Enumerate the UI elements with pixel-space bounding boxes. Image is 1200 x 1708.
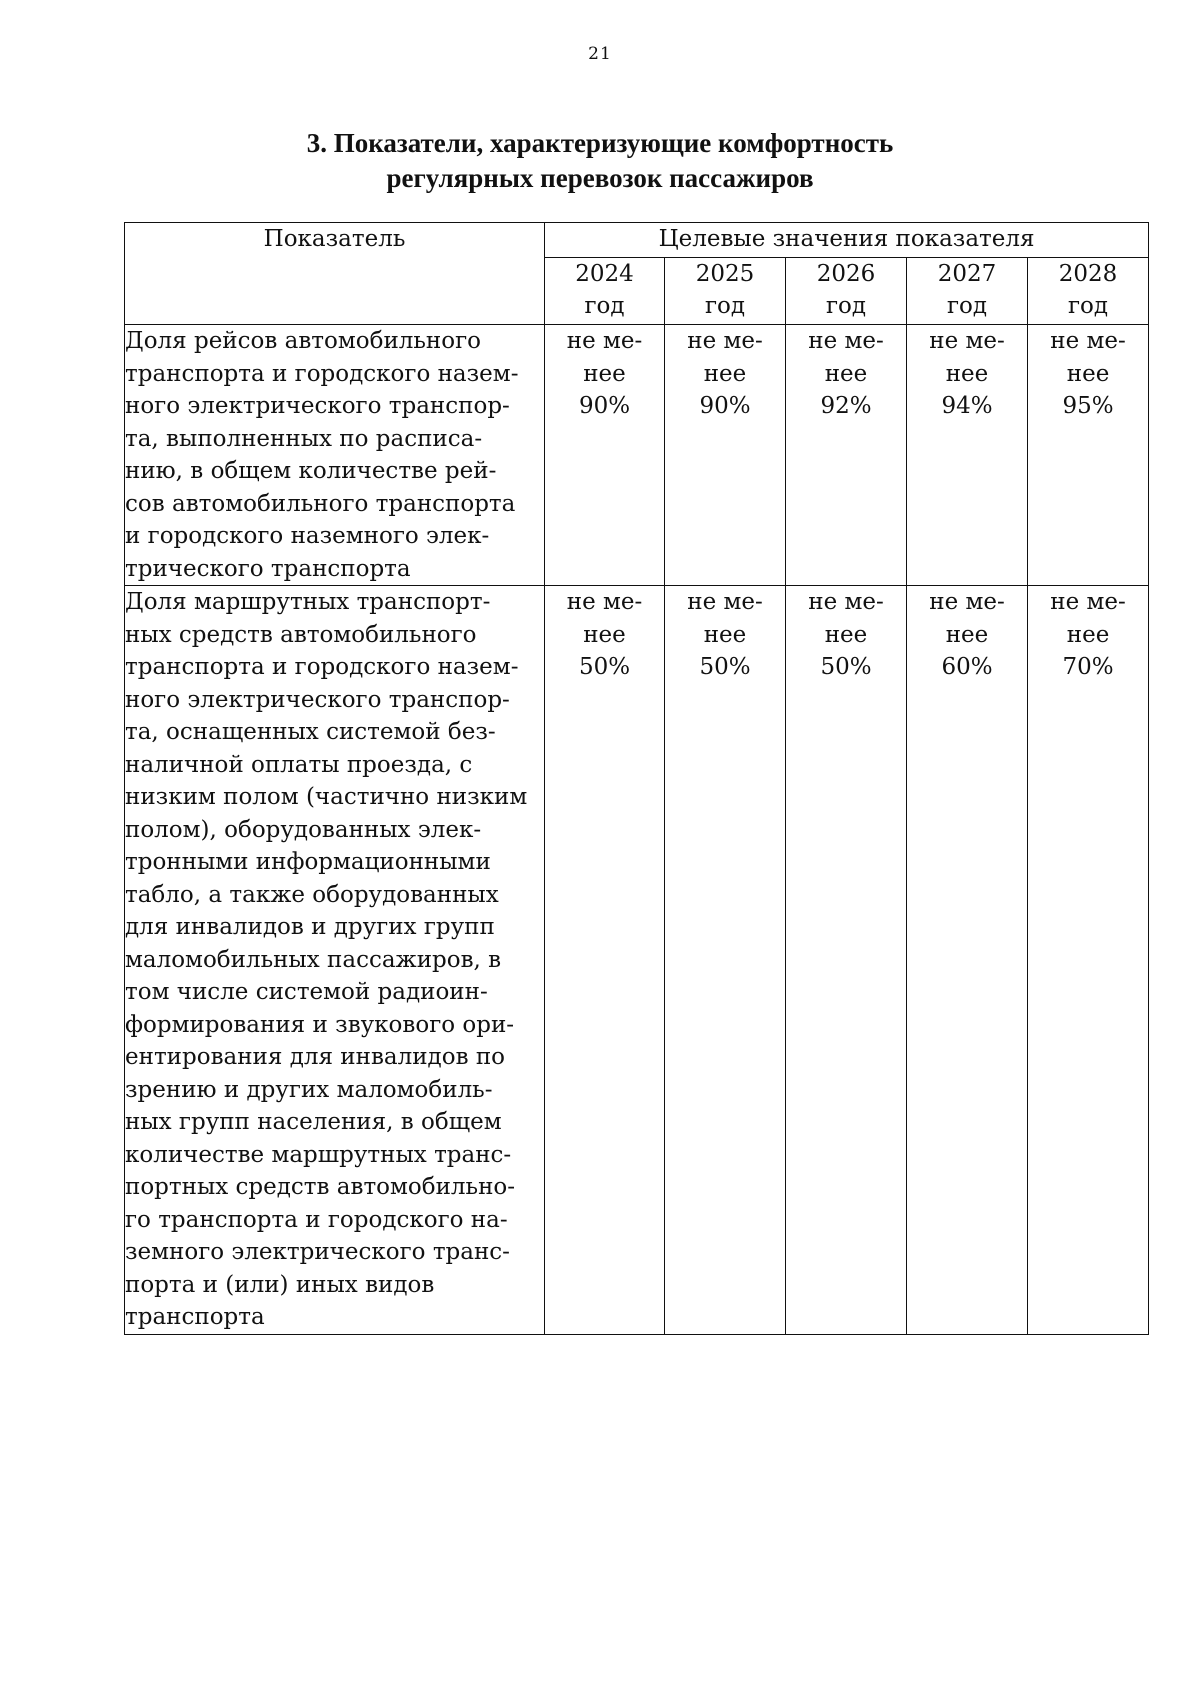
- header-indicator: Показатель: [125, 223, 545, 325]
- header-year-2026: [786, 258, 907, 325]
- indicator-cell: [125, 325, 545, 586]
- value-percent: 60%: [941, 654, 993, 680]
- value-line: не ме-: [566, 328, 643, 354]
- value-line: нее: [583, 360, 626, 387]
- indicator-line: нию, в общем количестве рей-: [125, 458, 497, 484]
- indicator-line: ных групп населения, в общем: [125, 1109, 502, 1135]
- value-percent: 94%: [941, 393, 993, 419]
- indicator-line: табло, а также оборудованных: [125, 881, 499, 908]
- value-line: нее: [1066, 621, 1110, 648]
- value-line: нее: [1066, 360, 1110, 387]
- section-title: [0, 126, 1200, 196]
- value-cell-2026: [786, 325, 907, 586]
- value-percent: 50%: [699, 654, 751, 680]
- year-unit: год: [704, 293, 746, 319]
- value-cell-2028: [1028, 586, 1149, 1335]
- indicator-line: трического транспорта: [125, 555, 411, 582]
- indicator-line: маломобильных пассажиров, в: [125, 946, 502, 973]
- section-title-line-2: регулярных перевозок пассажиров: [386, 163, 814, 193]
- indicator-line: ного электрического транспор-: [125, 686, 510, 713]
- header-year-2027: [907, 258, 1028, 325]
- year-unit: год: [946, 293, 988, 319]
- year-number: 2027: [937, 261, 997, 287]
- year-number: 2024: [575, 261, 634, 287]
- value-line: не ме-: [687, 589, 763, 615]
- year-number: 2025: [695, 261, 755, 287]
- value-cell-2027: [907, 586, 1028, 1335]
- indicator-cell: [125, 586, 545, 1335]
- indicator-line: полом), оборудованных элек-: [125, 816, 482, 843]
- indicator-line: ных средств автомобильного: [125, 621, 477, 648]
- header-year-2025: [665, 258, 786, 325]
- page-number: 21: [588, 44, 612, 64]
- value-percent: 50%: [578, 654, 631, 680]
- indicator-line: транспорта и городского назем-: [125, 654, 519, 680]
- indicator-line: та, оснащенных системой без-: [125, 719, 496, 745]
- value-line: нее: [824, 360, 868, 387]
- value-cell-2028: [1028, 325, 1149, 586]
- value-line: не ме-: [808, 589, 884, 615]
- indicator-line: транспорта: [125, 1304, 265, 1330]
- value-line: не ме-: [1050, 589, 1126, 615]
- indicator-line: формирования и звукового ори-: [125, 1011, 515, 1038]
- value-line: не ме-: [808, 328, 884, 354]
- indicator-line: транспорта и городского назем-: [125, 360, 519, 387]
- year-unit: год: [584, 293, 625, 319]
- value-line: не ме-: [687, 328, 763, 354]
- indicator-line: том числе системой радиоин-: [125, 979, 488, 1005]
- indicator-line: портных средств автомобильно-: [125, 1174, 516, 1200]
- value-line: не ме-: [1050, 328, 1126, 354]
- indicator-line: земного электрического транс-: [125, 1239, 510, 1265]
- indicator-line: количестве маршрутных транс-: [125, 1141, 512, 1168]
- value-cell-2027: [907, 325, 1028, 586]
- indicator-line: ентирования для инвалидов по: [125, 1044, 506, 1070]
- value-percent: 90%: [578, 393, 631, 419]
- value-percent: 90%: [699, 393, 751, 419]
- value-cell-2025: [665, 325, 786, 586]
- value-line: не ме-: [929, 328, 1005, 354]
- indicator-line: низким полом (частично низким: [125, 784, 528, 810]
- value-percent: 50%: [820, 654, 872, 680]
- year-number: 2026: [816, 261, 876, 287]
- value-percent: 92%: [820, 393, 872, 419]
- indicator-line: та, выполненных по расписа-: [125, 425, 483, 452]
- table-row: [125, 586, 1149, 1335]
- value-cell-2025: [665, 586, 786, 1335]
- indicator-line: ного электрического транспор-: [125, 393, 510, 419]
- indicator-line: для инвалидов и других групп: [125, 914, 495, 940]
- indicator-line: Доля маршрутных транспорт-: [125, 589, 491, 615]
- indicator-line: зрению и других маломобиль-: [125, 1076, 493, 1103]
- value-line: нее: [945, 621, 989, 648]
- value-line: нее: [824, 621, 868, 648]
- header-year-2024: [545, 258, 665, 325]
- value-line: нее: [583, 621, 626, 648]
- value-percent: 95%: [1062, 393, 1114, 419]
- header-target-values: Целевые значения показателя: [545, 223, 1149, 258]
- value-cell-2024: [545, 325, 665, 586]
- value-line: нее: [703, 621, 747, 648]
- year-number: 2028: [1058, 261, 1118, 287]
- table-row: [125, 325, 1149, 586]
- indicator-line: сов автомобильного транспорта: [125, 490, 516, 517]
- indicator-line: тронными информационными: [125, 849, 491, 875]
- value-line: нее: [945, 360, 989, 387]
- value-cell-2026: [786, 586, 907, 1335]
- indicator-line: го транспорта и городского на-: [125, 1206, 508, 1233]
- value-line: не ме-: [929, 589, 1005, 615]
- indicator-line: порта и (или) иных видов: [125, 1271, 435, 1298]
- value-cell-2024: [545, 586, 665, 1335]
- year-unit: год: [825, 293, 867, 319]
- indicator-line: и городского наземного элек-: [125, 523, 490, 549]
- header-year-2028: [1028, 258, 1149, 325]
- value-line: нее: [703, 360, 747, 387]
- indicator-line: Доля рейсов автомобильного: [125, 328, 481, 354]
- header-row-1: [125, 223, 1149, 258]
- year-unit: год: [1068, 293, 1109, 319]
- indicator-line: наличной оплаты проезда, с: [125, 751, 473, 778]
- value-percent: 70%: [1062, 654, 1114, 680]
- value-line: не ме-: [566, 589, 643, 615]
- section-title-line-1: 3. Показатели, характеризующие комфортность: [306, 128, 894, 158]
- indicators-table: [124, 222, 1149, 1335]
